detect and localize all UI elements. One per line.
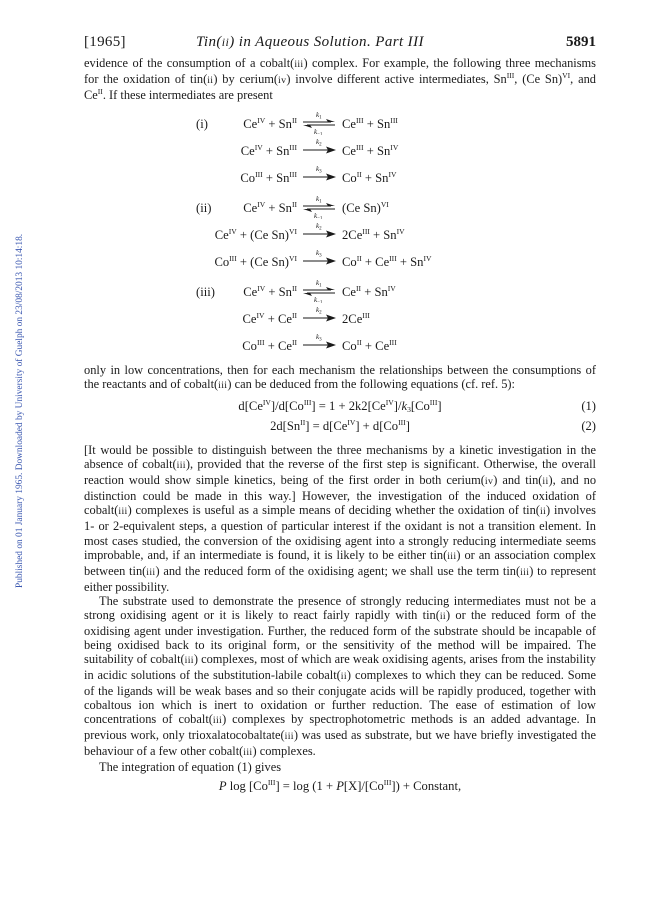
forward-arrow-icon bbox=[301, 136, 337, 162]
forward-arrow-icon bbox=[301, 163, 337, 189]
svg-text:k1: $k_1$ bbox=[316, 195, 322, 205]
numbered-equation bbox=[84, 417, 596, 437]
reactants: $Ce^{IV} + Sn^{II}$ bbox=[243, 284, 297, 300]
equation-block bbox=[84, 397, 596, 437]
equilibrium-arrow-icon bbox=[301, 109, 337, 135]
download-notice-text: Published on 01 January 1965. Downloaded by University of Guelph on 23/08/2013 10:14:18. bbox=[15, 233, 25, 588]
discussion-paragraph: [It would be possible to distinguish between the three mechanisms by a kinetic investigation in the absence of cobalt(iii), provided that the reverse of the first step is significant. Otherwise, the overall reaction would show simple kinetics, being of the first order in both cerium(iv) and tin(ii), and no distinction could be made in this way.] However, the investigation of the induced oxidation of cobalt(iii) complexes is useful as a simple means of deciding whether the oxidation of tin(ii) involves 1- or 2-equivalent steps, a question of particular interest if the oxidant is not a transition element. In most cases studied, the conversion of the oxidising agent into a strongly reducing intermediate seems improbable, and, if an intermediate is found, it is likely to be either tin(iii) or an association complex between tin(iii) and the reduced form of the oxidising agent; we shall use the term tin(iii) to represent either possibility. bbox=[84, 443, 597, 594]
products: $Co^{II} + Ce^{III} + Sn^{IV}$ bbox=[342, 254, 432, 270]
reaction-step bbox=[84, 108, 596, 135]
relationship-paragraph: only in low concentrations, then for each mechanism the relationships between the consumptions of the reactants and of cobalt(iii) can be deduced from the following equations (cf. ref. 5): bbox=[84, 363, 596, 392]
numbered-equation bbox=[84, 397, 596, 417]
svg-text:k1: $k_1$ bbox=[316, 279, 322, 289]
reactants: $Ce^{IV} + Ce^{II}$ bbox=[242, 311, 297, 327]
products: $Ce^{II} + Sn^{IV}$ bbox=[342, 284, 396, 300]
reaction-step bbox=[84, 192, 596, 219]
integrated-equation-text: P $\log [Co^{III}] = \log (1 + P[X]/[Co^{III}])$ + Constant, bbox=[218, 778, 462, 794]
download-notice bbox=[4, 148, 25, 588]
svg-text:k−1: $k_{-1}$ bbox=[314, 212, 323, 220]
header-title: Tin(ii) in Aqueous Solution. Part III bbox=[196, 34, 424, 50]
reaction-step bbox=[84, 162, 596, 189]
reactants: $Ce^{IV} + Sn^{III}$ bbox=[240, 143, 297, 159]
products: $Ce^{III} + Sn^{III}$ bbox=[342, 116, 398, 132]
reaction-step bbox=[84, 330, 596, 357]
forward-arrow-icon bbox=[301, 220, 337, 246]
substrate-paragraph: The substrate used to demonstrate the presence of strongly reducing intermediates must not be a strong oxidising agent or it is likely to react fairly rapidly with tin(ii) or the reduced form of the oxidising agent under investigation. Further, the reduced form of the substrate should be incapable of being oxidised back to its original form, or the sensitivity of the method will be impaired. The suitability of cobalt(iii) complexes, most of which are weak oxidising agents, arises from the instability in acidic solutions of the substitution-labile cobalt(ii) complexes to which they can be reduced. Some of the ligands will be weak bases and so their conjugate acids will be rapidly produced, together with cobaltous ion which is inert to oxidation or further reduction. The ease of estimation of low concentrations of cobalt(iii) complexes by spectrophotometric methods is an added advantage. In previous work, only trioxalatocobaltate(iii) was used as substrate, but we have briefly investigated the behaviour of a few other cobalt(iii) complexes. bbox=[84, 593, 596, 759]
equilibrium-arrow-icon bbox=[301, 277, 337, 303]
running-header bbox=[84, 34, 596, 56]
mechanism-label: (ii) bbox=[196, 201, 212, 216]
products: $Ce^{III} + Sn^{IV}$ bbox=[342, 143, 399, 159]
reactants: $Co^{III} + Ce^{II}$ bbox=[242, 338, 297, 354]
reaction-step bbox=[84, 135, 596, 162]
reactants: $Co^{III} + (Ce$ Sn)$^{VI}$ bbox=[214, 254, 297, 270]
svg-text:k3: $k_3$ bbox=[316, 333, 322, 343]
products: $2Ce^{III}$ bbox=[342, 311, 370, 327]
equation-text: $d[Ce^{IV}]/d[Co^{III}] = 1 + 2k2[Ce^{IV}]/k_3[Co^{III}]$ bbox=[238, 398, 442, 415]
forward-arrow-icon bbox=[301, 247, 337, 273]
svg-text:k2: $k_2$ bbox=[316, 138, 322, 148]
equation-text: $2d[Sn^{II}] = d[Ce^{IV}] + d[Co^{III}]$ bbox=[270, 418, 410, 434]
forward-arrow-icon bbox=[301, 331, 337, 357]
svg-text:k−1: $k_{-1}$ bbox=[314, 128, 323, 136]
intro-paragraph: evidence of the consumption of a cobalt(iii) complex. For example, the following three mechanisms for the oxidation of tin(ii) by cerium(iv) involve different active intermediates, $Sn^{III}$, (Ce Sn)$^{VI}$, and $Ce^{II}$. If these intermediates are present bbox=[84, 56, 596, 103]
mechanism-3 bbox=[84, 276, 596, 357]
header-year: [1965] bbox=[84, 34, 126, 50]
reactants: $Ce^{IV} + Sn^{II}$ bbox=[243, 116, 297, 132]
mechanism-2 bbox=[84, 192, 596, 273]
forward-arrow-icon bbox=[301, 304, 337, 330]
svg-text:k1: $k_1$ bbox=[316, 111, 322, 121]
reactants: $Ce^{IV} + Sn^{II}$ bbox=[243, 200, 297, 216]
products: $Co^{II} + Sn^{IV}$ bbox=[342, 170, 397, 186]
mechanism-1 bbox=[84, 108, 596, 189]
mechanism-block bbox=[84, 108, 596, 357]
svg-text:k−1: $k_{-1}$ bbox=[314, 296, 323, 304]
equation-number: (2) bbox=[581, 419, 596, 434]
reactants: $Co^{III} + Sn^{III}$ bbox=[240, 170, 297, 186]
page bbox=[84, 34, 596, 799]
products: $2Ce^{III} + Sn^{IV}$ bbox=[342, 227, 405, 243]
reaction-step bbox=[84, 246, 596, 273]
products: $Co^{II} + Ce^{III}$ bbox=[342, 338, 397, 354]
mechanism-label: (iii) bbox=[196, 285, 215, 300]
reaction-step bbox=[84, 303, 596, 330]
integrated-equation bbox=[84, 779, 596, 799]
equilibrium-arrow-icon bbox=[301, 193, 337, 219]
reaction-step bbox=[84, 219, 596, 246]
svg-text:k3: $k_3$ bbox=[316, 249, 322, 259]
integration-paragraph: The integration of equation (1) gives bbox=[99, 760, 282, 775]
reaction-step bbox=[84, 276, 596, 303]
svg-text:k3: $k_3$ bbox=[316, 165, 322, 175]
reactants: $Ce^{IV} + (Ce$ Sn)$^{VI}$ bbox=[214, 227, 297, 243]
svg-text:k2: $k_2$ bbox=[316, 306, 322, 316]
svg-text:k2: $k_2$ bbox=[316, 222, 322, 232]
equation-number: (1) bbox=[581, 399, 596, 414]
page-number: 5891 bbox=[566, 34, 596, 50]
products: (Ce Sn)$^{VI}$ bbox=[342, 200, 389, 216]
mechanism-label: (i) bbox=[196, 117, 208, 132]
